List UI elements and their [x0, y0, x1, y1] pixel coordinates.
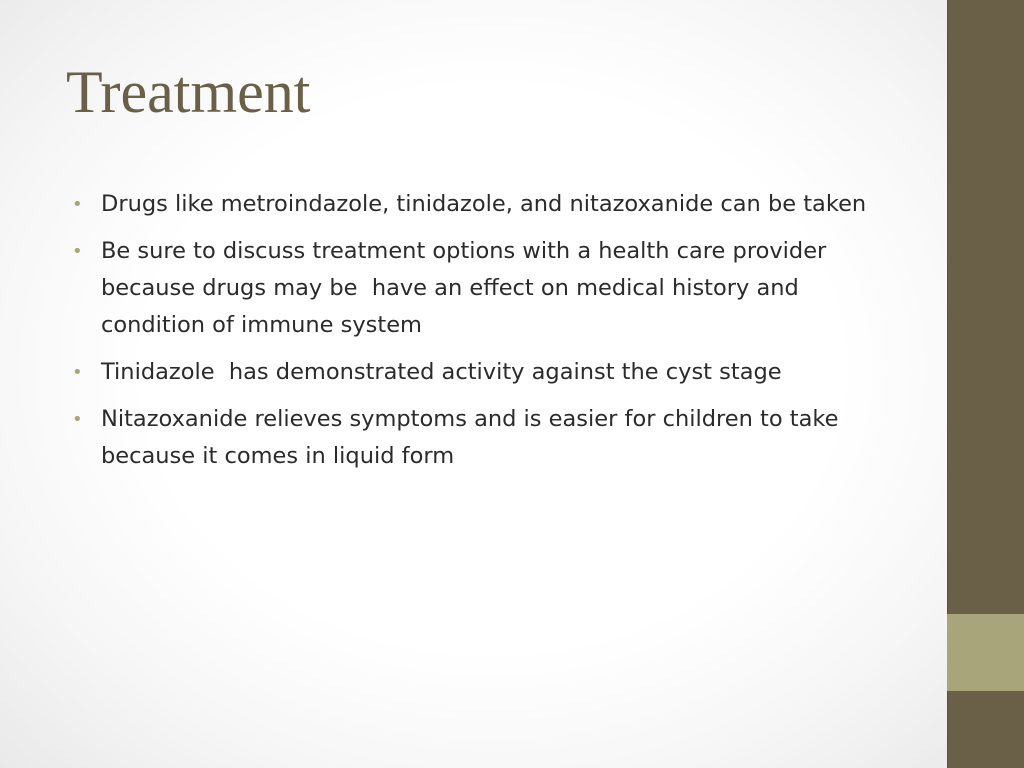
bullet-item — [72, 354, 882, 391]
bullet-text: Drugs like metroindazole, tinidazole, and nitazoxanide can be taken — [101, 191, 867, 217]
bullet-dot-icon: • — [72, 194, 83, 215]
bullet-dot-icon: • — [72, 362, 83, 383]
sidebar-accent-block — [947, 614, 1024, 691]
slide-title: Treatment — [66, 59, 311, 125]
bullet-text: Be sure to discuss treatment options with a health care provider because drugs may be have an effect on medical history and condition of immune system — [101, 238, 834, 338]
bullet-item — [72, 401, 882, 475]
bullet-dot-icon: • — [72, 241, 83, 262]
bullet-dot-icon: • — [72, 409, 83, 430]
bullet-list — [72, 186, 882, 485]
bullet-text: Nitazoxanide relieves symptoms and is easier for children to take because it comes in liquid form — [101, 406, 846, 469]
bullet-text: Tinidazole has demonstrated activity against the cyst stage — [101, 359, 782, 385]
bullet-item — [72, 186, 882, 223]
bullet-item — [72, 233, 882, 344]
